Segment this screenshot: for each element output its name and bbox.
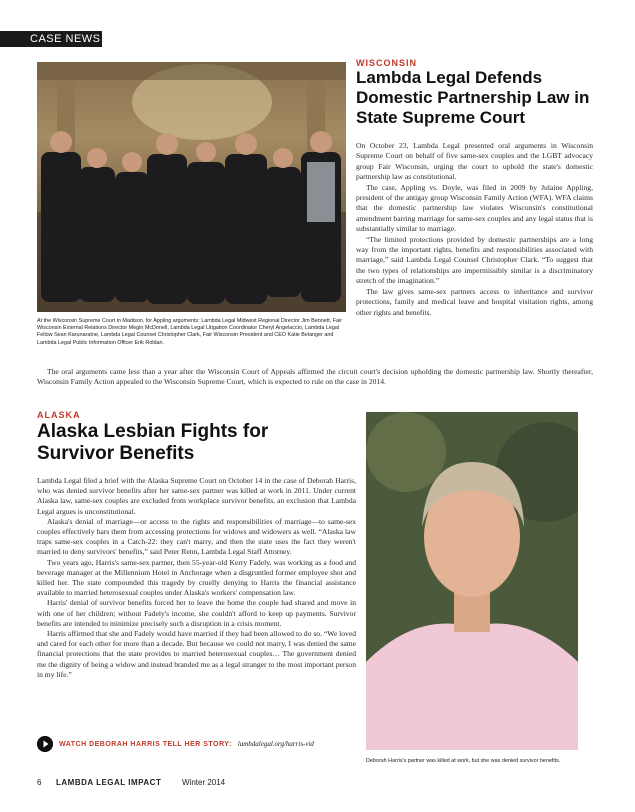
article1-paragraph: The case, Appling vs. Doyle, was filed in 2009 by Julaine Appling, president of the antigay group Wisconsin Family Action (WFA). WFA claims that the domestic partnership law violates Wisconsin's constitutional amendment barring marriage for same-sex couples and any legal status that is substantially similar to marriage. (356, 182, 593, 234)
page-number: 6 (37, 778, 42, 787)
article1-body-bottom (37, 367, 593, 388)
article1-paragraph: “The limited protections provided by domestic partnerships are a long way from the important rights, benefits and responsibilities associated with marriage,” said Lambda Legal Counsel Christopher Clark. “To suggest that the two types of relationships are impermissibly similar is a discriminatory stretch of the imagination.” (356, 234, 593, 286)
section-tag: CASE NEWS (0, 31, 102, 47)
article2-paragraph: Harris' denial of survivor benefits forced her to leave the home the couple had shared and move in with one of her children; without Fadely's income, she couldn't afford to keep up payments. Survivor benefits are intended to minimize precisely such a disruption in a crisis moment. (37, 598, 356, 628)
article2-headline: Alaska Lesbian Fights for Survivor Benefits (37, 421, 269, 464)
article2-body (37, 476, 356, 680)
article1-headline: Lambda Legal Defends Domestic Partnership Law in State Supreme Court (356, 68, 590, 127)
photo2-svg (366, 412, 578, 750)
photo2-caption: Deborah Harris's partner was killed at work, but she was denied survivor benefits. (366, 758, 561, 764)
video-link-url[interactable]: lambdalegal.org/harris-vid (237, 740, 314, 748)
article1-paragraph: On October 23, Lambda Legal presented oral arguments in Wisconsin Supreme Court on behalf of five same-sex couples and the LGBT advocacy group Fair Wisconsin, urging the court to uphold the state's domestic partnership law as constitutional. (356, 141, 593, 182)
publication-name: LAMBDA LEGAL IMPACT (56, 778, 162, 787)
play-icon-svg (37, 736, 53, 752)
article2-paragraph: Lambda Legal filed a brief with the Alaska Supreme Court on October 14 in the case of Deborah Harris, who was denied survivor benefits after her same-sex partner was killed at work in 2011. Under current Alaska law, same-sex couples are excluded from workplace survivor benefits, an exclusion that Lambda Legal argues is unconstitutional. (37, 476, 356, 516)
article2-paragraph: Alaska's denial of marriage—or access to the rights and responsibilities of marriage—to same-sex couples effectively bars them from accessing protections for widows and widowers as well. “Alaska law traps same-sex couples in a Catch-22: they can't marry, and then the state uses the fact they weren't married to deny survivors' benefits,” said Peter Renn, Lambda Legal Staff Attorney. (37, 516, 356, 557)
article2-paragraph: Two years ago, Harris's same-sex partner, then 55-year-old Kerry Fadely, was working as a food and beverage manager at the Millennium Hotel in Anchorage when a disgruntled former employee shot and killed her. The state compounded this tragedy by cruelly denying to Harris the financial assistance available to married heterosexual couples under Alaska's workers' compensation law. (37, 557, 356, 598)
issue-label: Winter 2014 (182, 778, 226, 787)
play-circle-icon[interactable] (37, 736, 53, 752)
article1-paragraph: The oral arguments came less than a year after the Wisconsin Court of Appeals affirmed the circuit court's decision upholding the domestic partnership law. Shortly thereafter, Wisconsin Family Action appealed to the Wisconsin Supreme Court, which is expected to rule on the case in 2014. (37, 367, 593, 387)
photo1-svg (37, 62, 346, 312)
video-link-row[interactable] (37, 736, 357, 752)
deborah-harris-portrait (366, 412, 578, 750)
article1-body-top (356, 141, 593, 318)
article2-paragraph: Harris affirmed that she and Fadely would have married if they had been allowed to do so. “We loved and cared for each other for more than a decade. But because we could not marry, I was denied the same financial protections that the state provides to married heterosexual couples… The government denied me the dignity of being a widow and instead branded me as a legal stranger to the most important person in my life.” (37, 629, 356, 679)
article1-paragraph: The law gives same-sex partners access to inheritance and survivor protections, family and medical leave and hospital visitation rights, among other rights and benefits. (356, 286, 593, 317)
video-link-label[interactable]: WATCH DEBORAH HARRIS TELL HER STORY: (59, 740, 232, 748)
wisconsin-group-photo (37, 62, 346, 312)
article1-kicker: WISCONSIN (356, 58, 418, 68)
article2-kicker: ALASKA (37, 410, 81, 420)
photo1-caption: At the Wisconsin Supreme Court in Madison, for Appling arguments: Lambda Legal Midwest Regional Director Jim Bennett, Fair Wisconsin External Relations Director Megin McDonell, Lambda Legal Litigation Coordinator Cheryl Angelaccio, Lambda Legal Fellow Sean Karunaratne, Lambda Legal Counsel Christopher Clark, Fair Wisconsin President and CEO Katie Belanger and Lambda Legal Public Information Officer Erik Roldan. (37, 318, 343, 346)
